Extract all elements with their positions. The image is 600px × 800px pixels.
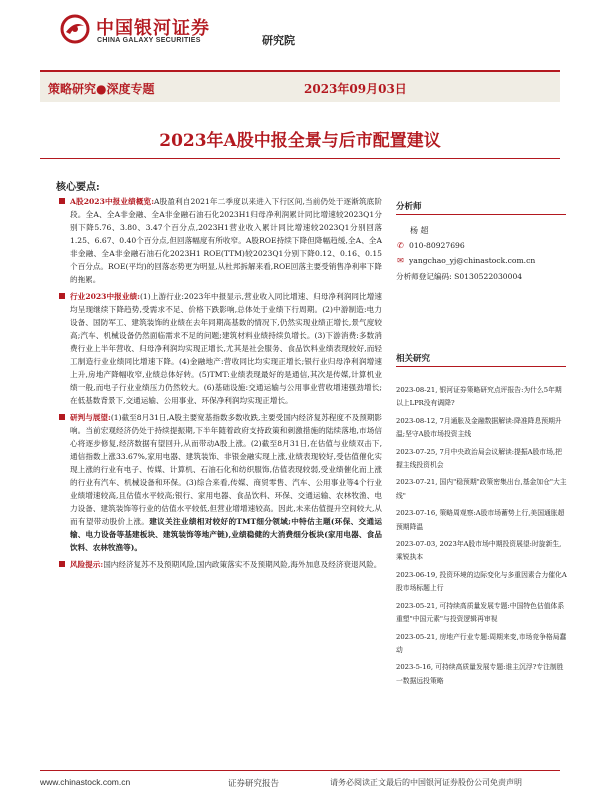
- report-header-bar: [40, 70, 560, 102]
- section-industry: [70, 290, 382, 407]
- report-date: 2023年09月03日: [304, 82, 407, 96]
- related-item[interactable]: 2023-07-25, 7月中央政治局会议解读:提振A股市场,把握主线投资机会: [396, 447, 562, 470]
- analyst-name: 杨 超: [410, 226, 429, 235]
- footer-divider: [40, 770, 560, 771]
- title-divider: [40, 158, 560, 159]
- section-text: 国内经济复苏不及预期风险,国内政策落实不及预期风险,海外加息及经济衰退风险。: [103, 560, 382, 569]
- related-item[interactable]: 2023-07-16, 策略周观察:A股市场蓄势上行,美国通胀超预期降温: [396, 509, 565, 531]
- related-research-list: [396, 384, 568, 692]
- email-icon: ✉: [397, 256, 404, 265]
- section-overview: [70, 195, 382, 286]
- section-label: A股2023中报业绩概览:: [70, 197, 155, 206]
- section-text: (1)上游行业:2023年中报显示,营业收入同比增速、归母净利润同比增速均呈现继续下降趋势,受需求不足、价格下跌影响,总体处于业绩下行周期。(2)中游制造:电力设备、国防军工、建筑装饰的业绩在去年同期高基数的情况下,仍然实现业绩正增长,景气度较高;汽车、机械设备仍然面临需求不足的问题;建筑材料业绩持续负增长。(3)下游消费:多数消费行业上半年营收、归母净利润均实现正增长,尤其是社会服务、食品饮料业绩表现较好,而轻工制造行业业绩同比增速下降。(4)金融地产:营收同比均实现正增长;银行业归母净利润增速上升,房地产降幅收窄,业绩总体好转。(5)TMT:业绩表现最好的是通信,其次是传媒,计算机业绩一般,而电子行业业绩压力仍然较大。(6)基础设施:交通运输与公用事业营收增速强劲增长;在低基数背景下,交通运输、公用事业、环保净利润均实现正增长。: [70, 292, 382, 405]
- footer-doc-type: 证券研究报告: [228, 779, 280, 789]
- related-item[interactable]: 2023-08-12, 7月通胀及金融数据解读:降准降息预期升温;坚守A股市场投资主线: [396, 416, 562, 439]
- section-text: (1)截至8月31日,A股主要宽基指数多数收跌,主要受国内经济复苏程度不及预期影响。当前宏观经济仍处于持续提振期,下半年随着政府支持政策和刺激措施的陆续落地,市场信心将逐步修复,经济数据有望回升,从而带动A股上涨。(2)截至8月31日,在估值与业绩双击下,通信指数上涨33.67%,家用电器、建筑装饰、非银金融实现上涨,业绩表现较好,受估值催化实现上涨的行业有电子、传媒、计算机、石油石化和纺织服饰,估值表现较弱,受业绩催化而上涨的行业有汽车、机械设备和环保。(3)综合来看,传媒、商贸零售、汽车、公用事业等4个行业业绩增速较高,且估值水平较高;银行、家用电器、食品饮料、环保、交通运输、农林牧渔、电力设备、建筑装饰等行业的估值水平较低,但营业增增速较高。因此,未来估值提升空间较大,从而有望带动股价上涨。: [70, 413, 382, 526]
- brand-logo: [60, 12, 295, 52]
- section-label: 行业2023中报业绩:: [70, 292, 140, 301]
- analyst-phone: [396, 241, 465, 250]
- phone-icon: ✆: [397, 241, 404, 250]
- related-item[interactable]: 2023-05-21, 房地产行业专题:周期来变,市场竞争格局蠢动: [396, 632, 567, 654]
- bullet-square-icon: [59, 293, 65, 299]
- section-label: 研判与展望:: [70, 413, 111, 422]
- logo-en-text: CHINA GALAXY SECURITIES: [97, 37, 201, 44]
- bullet-square-icon: [59, 198, 65, 204]
- phone-number: 010-80927696: [409, 241, 465, 250]
- related-item[interactable]: 2023-08-21, 银河证券策略研究点评报告:为什么5年期以上LPR没有调降?: [396, 386, 562, 408]
- galaxy-logo-icon: [60, 14, 90, 44]
- cert-number: 分析师登记编码: S0130522030004: [396, 272, 523, 281]
- related-item[interactable]: 2023-05-21, 可持续高质量发展专题:中国特色估值体系重塑"中国元素"与投资逻辑再审视: [396, 601, 565, 624]
- section-label: 风险提示:: [70, 560, 104, 569]
- footer-disclaimer: 请务必阅读正文最后的中国银河证券股份公司免责声明: [330, 778, 522, 787]
- analyst-cert: [396, 271, 522, 282]
- bullet-square-icon: [59, 414, 65, 420]
- related-divider: [396, 366, 566, 367]
- related-item[interactable]: 2023-07-21, 国内"稳预期"政策密集出台,基金加仓"大主线": [396, 478, 567, 500]
- logo-cn-text: 中国银河证券: [96, 18, 210, 39]
- related-item[interactable]: 2023-07-03, 2023年A股市场中期投资展望:时旋新生,乘锐执本: [396, 540, 562, 562]
- analyst-email[interactable]: [396, 256, 535, 265]
- analyst-divider: [396, 214, 566, 215]
- institute-label: 研究院: [262, 34, 295, 47]
- footer-site-link[interactable]: www.chinastock.com.cn: [40, 777, 131, 787]
- analyst-heading: 分析师: [396, 202, 422, 212]
- section-highlight: 建议关注业绩相对较好的TMT细分领域;中特估主题(环保、交通运输、电力设备等基建板块、建筑装饰等地产链),业绩稳健的大消费细分板块(家用电器、食品饮料、农林牧渔等)。: [70, 517, 382, 552]
- section-outlook: [70, 411, 382, 554]
- section-text: A股盈利自2021年二季度以来进入下行区间,当前仍处于逐渐筑底阶段。全A、全A非金融、全A非金融石油石化2023H1归母净利润累计同比增速较2023Q1分别下降5.76、3.80、3.47个百分点,2023H1营业收入累计同比增速较2023Q1分别回落1.25、6.67、0.40个百分点,但回落幅度有所收窄。A股ROE持续下降但降幅趋缓,全A、全A非金融、全A非金融石油石化2023H1 ROE(TTM)较2023Q1分别下降0.12、0.16、0.15个百分点。ROE(平均)的回落态势更为明显,从杜邦拆解来看,ROE回落主要受销售净利率下降的拖累。: [70, 197, 382, 284]
- email-address[interactable]: yangchao_yj@chinastock.com.cn: [409, 256, 536, 265]
- related-item[interactable]: 2023-5-16, 可持续高质量发展专题:谁主沉浮?专注制胜一数据远投策略: [396, 663, 564, 685]
- key-points-heading: 核心要点:: [56, 182, 100, 193]
- section-risk: [70, 558, 382, 571]
- report-type: 策略研究●深度专题: [48, 82, 155, 96]
- page-title: 2023年A股中报全景与后市配置建议: [159, 131, 441, 151]
- key-points-body: [70, 195, 382, 575]
- related-item[interactable]: 2023-06-19, 投资环境的边际变化与多重因素合力催化A股市场标题上行: [396, 570, 567, 593]
- related-research-heading: 相关研究: [396, 354, 431, 364]
- bullet-square-icon: [59, 561, 65, 567]
